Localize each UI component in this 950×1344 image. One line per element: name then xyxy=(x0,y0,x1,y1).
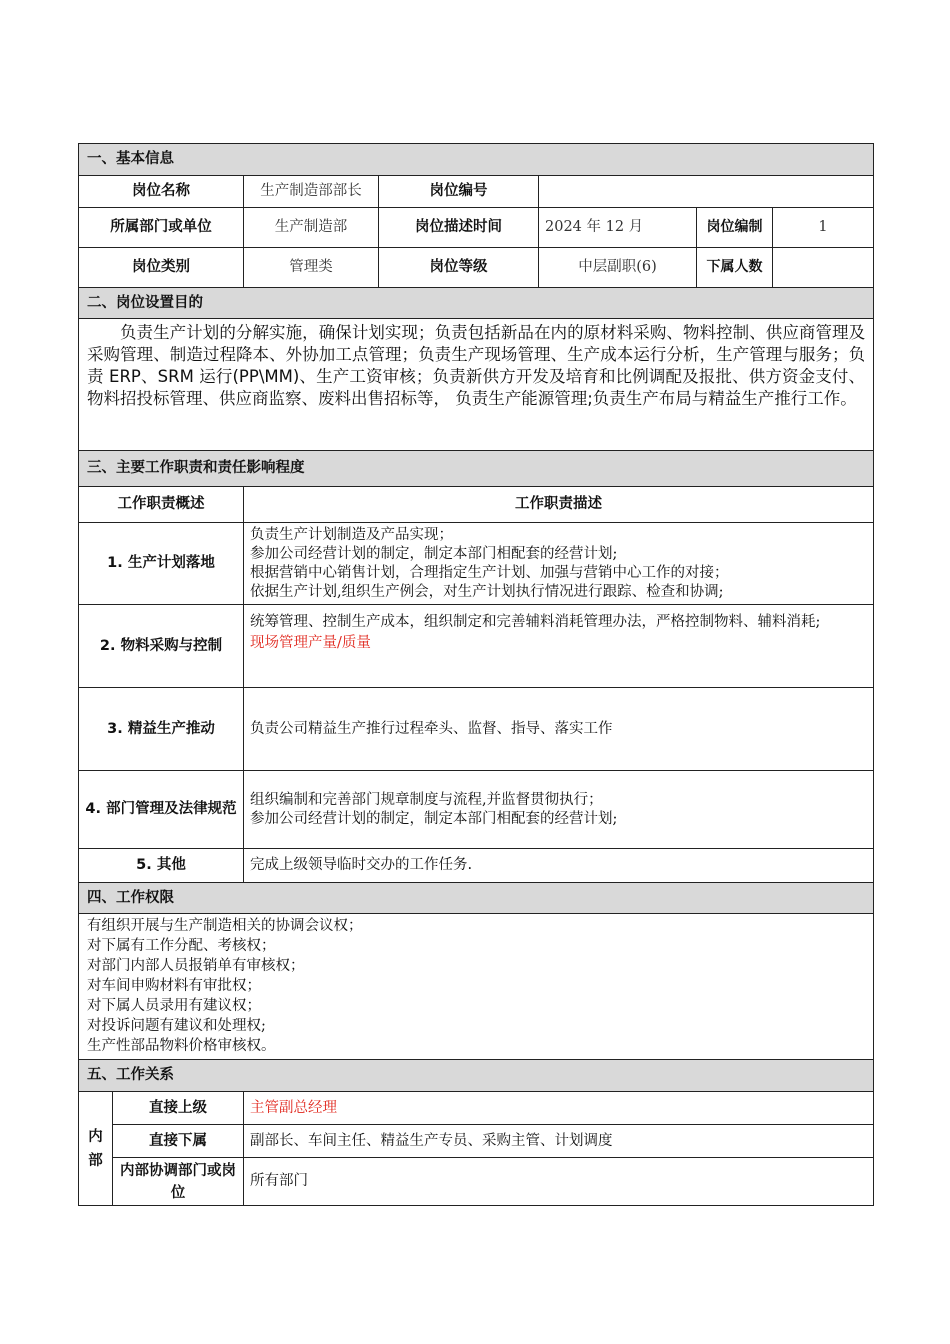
duty-name: 1. 生产计划落地 xyxy=(79,523,244,605)
authority-item: 对部门内部人员报销单有审核权； xyxy=(87,958,305,974)
value-subordinate-count xyxy=(773,248,874,288)
section-purpose-title: 二、岗位设置目的 xyxy=(79,288,874,319)
section-relations-title: 五、工作关系 xyxy=(79,1060,874,1092)
section-basic-info-title: 一、基本信息 xyxy=(79,144,874,176)
section-duties-title: 三、主要工作职责和责任影响程度 xyxy=(79,451,874,487)
duty-line: 统筹管理、控制生产成本，组织制定和完善辅料消耗管理办法，严格控制物料、辅料消耗; xyxy=(250,614,821,630)
label-position-category: 岗位类别 xyxy=(79,248,244,288)
relations-group-internal: 内部 xyxy=(79,1092,113,1206)
value-headcount-quota: 1 xyxy=(773,208,874,248)
label-department: 所属部门或单位 xyxy=(79,208,244,248)
duty-line: 依据生产计划,组织生产例会，对生产计划执行情况进行跟踪、检查和协调; xyxy=(250,583,724,600)
authority-item: 对下属有工作分配、考核权； xyxy=(87,938,276,954)
section-authority-title: 四、工作权限 xyxy=(79,883,874,914)
label-position-name: 岗位名称 xyxy=(79,176,244,208)
duties-head-description: 工作职责描述 xyxy=(244,487,874,523)
duty-line: 根据营销中心销售计划，合理指定生产计划、加强与营销中心工作的对接； xyxy=(250,564,729,581)
duty-description xyxy=(244,771,874,849)
duty-name: 4. 部门管理及法律规范 xyxy=(79,771,244,849)
label-position-grade: 岗位等级 xyxy=(379,248,539,288)
duties-head-summary: 工作职责概述 xyxy=(79,487,244,523)
authority-item: 对车间申购材料有审批权； xyxy=(87,978,261,994)
duty-description xyxy=(244,688,874,771)
value-department: 生产制造部 xyxy=(244,208,379,248)
label-position-code: 岗位编号 xyxy=(379,176,539,208)
authority-item: 对下属人员录用有建议权； xyxy=(87,998,261,1014)
relation-value: 主管副总经理 xyxy=(244,1092,874,1125)
label-headcount-quota: 岗位编制 xyxy=(697,208,773,248)
job-description-form xyxy=(78,143,873,1206)
relation-label: 直接下属 xyxy=(113,1125,244,1158)
duty-name: 3. 精益生产推动 xyxy=(79,688,244,771)
purpose-text: 负责生产计划的分解实施，确保计划实现；负责包括新品在内的原材料采购、物料控制、供应商管理及采购管理、制造过程降本、外协加工点管理；负责生产现场管理、生产成本运行分析，生产管理与服务；负责 ERP、SRM 运行(PP\MM)、生产工资审核；负责新供方开发及培育和比例调配及报批、供方资金支付、物料招投标管理、供应商监察、废料出售招标等， 负责生产能源管理;负责生产布局与精益生产推行工作。 xyxy=(79,319,874,451)
authority-list xyxy=(79,914,874,1060)
authority-item: 有组织开展与生产制造相关的协调会议权； xyxy=(87,918,363,934)
relation-value: 副部长、车间主任、精益生产专员、采购主管、计划调度 xyxy=(244,1125,874,1158)
duty-line: 负责公司精益生产推行过程牵头、监督、指导、落实工作 xyxy=(250,720,613,737)
relation-label: 内部协调部门或岗位 xyxy=(113,1158,244,1206)
relation-value: 所有部门 xyxy=(244,1158,874,1206)
value-description-date: 2024 年 12 月 xyxy=(539,208,697,248)
authority-item: 对投诉问题有建议和处理权; xyxy=(87,1018,266,1034)
value-position-grade: 中层副职(6) xyxy=(539,248,697,288)
value-position-name: 生产制造部部长 xyxy=(244,176,379,208)
relation-label: 直接上级 xyxy=(113,1092,244,1125)
duty-description xyxy=(244,523,874,605)
duty-line: 负责生产计划制造及产品实现； xyxy=(250,526,453,543)
duty-description xyxy=(244,849,874,883)
duty-line: 完成上级领导临时交办的工作任务. xyxy=(250,857,473,873)
duty-line: 参加公司经营计划的制定，制定本部门相配套的经营计划; xyxy=(250,545,618,562)
value-position-code xyxy=(539,176,874,208)
duty-line-highlight: 现场管理产量/质量 xyxy=(250,635,371,651)
label-subordinate-count: 下属人数 xyxy=(697,248,773,288)
value-position-category: 管理类 xyxy=(244,248,379,288)
duty-name: 5. 其他 xyxy=(79,849,244,883)
label-description-date: 岗位描述时间 xyxy=(379,208,539,248)
authority-item: 生产性部品物料价格审核权。 xyxy=(87,1038,276,1054)
duty-line: 参加公司经营计划的制定，制定本部门相配套的经营计划; xyxy=(250,810,618,827)
duty-name: 2. 物料采购与控制 xyxy=(79,605,244,688)
job-description-table xyxy=(78,143,874,1206)
duty-line: 组织编制和完善部门规章制度与流程,并监督贯彻执行； xyxy=(250,791,603,808)
duty-description xyxy=(244,605,874,688)
